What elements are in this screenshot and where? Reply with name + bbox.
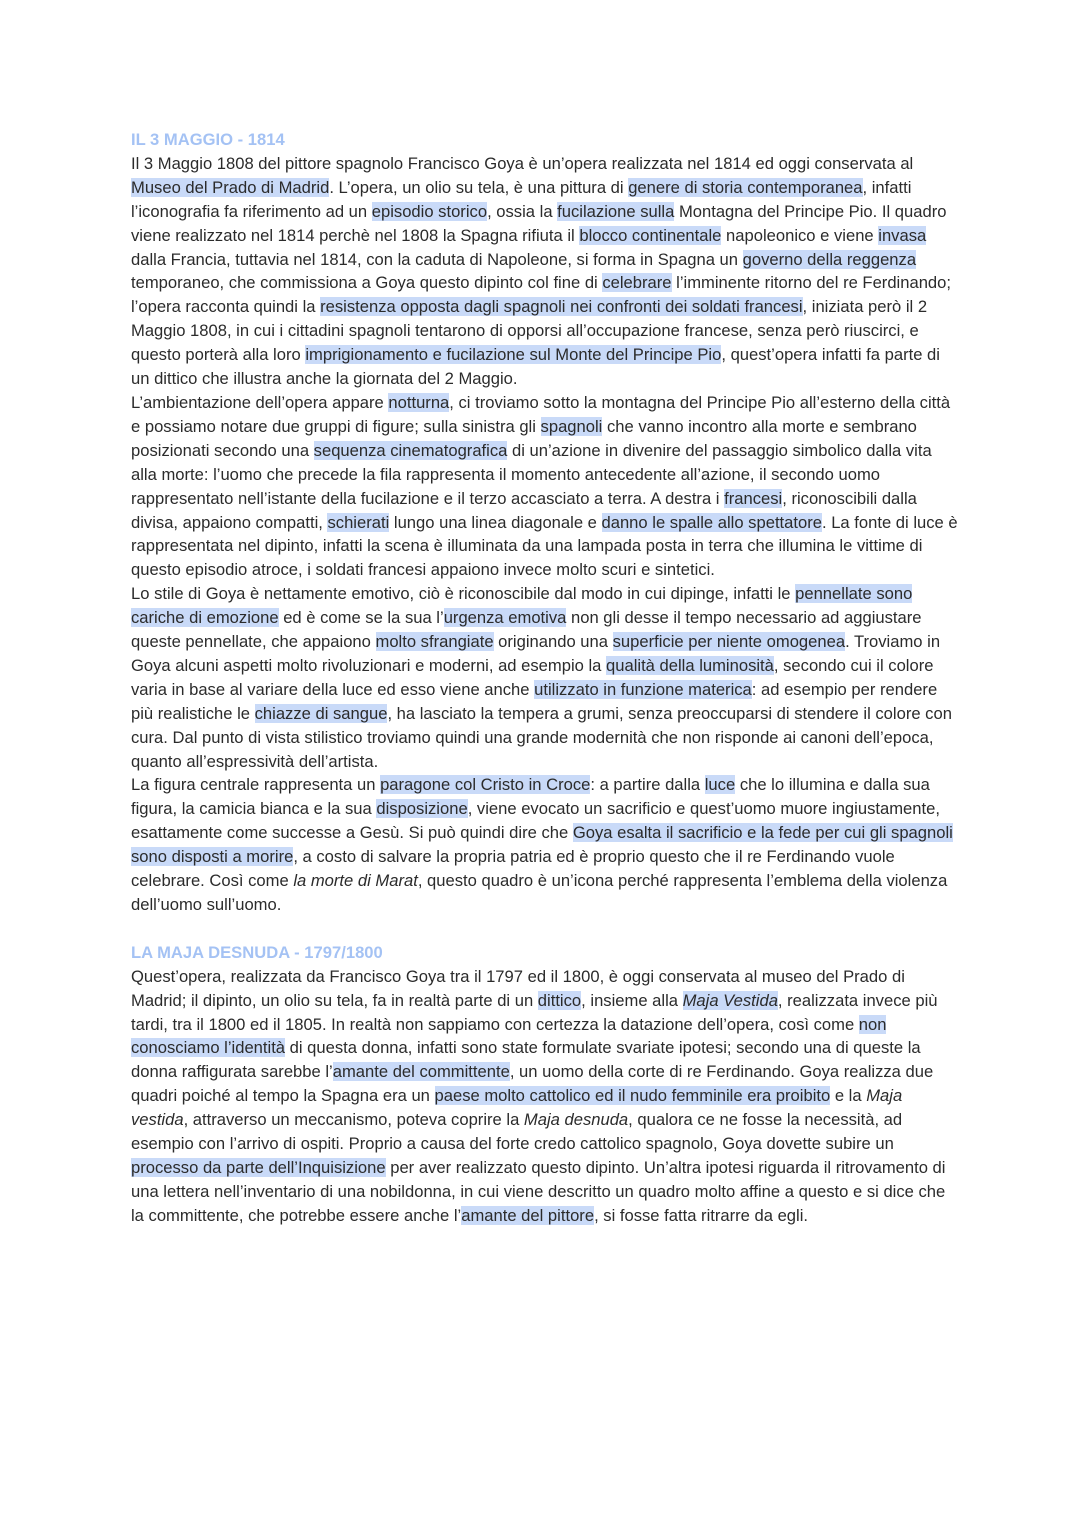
section-3-maggio	[131, 128, 961, 917]
text-run: , infatti l’iconografia fa riferimento ad un	[131, 177, 912, 221]
text-run: napoleonico e viene	[721, 225, 879, 245]
text-run: originando una	[493, 632, 613, 652]
text-run: e la	[830, 1086, 867, 1106]
paragraph	[131, 582, 961, 773]
highlighted-text: fucilazione sulla	[557, 201, 675, 221]
text-run: , a costo di salvare la propria patria ed è proprio questo che il re Ferdinando vuole celebrare. Così come	[131, 847, 895, 891]
highlighted-text: francesi	[724, 488, 783, 508]
text-run: : ad esempio per rendere più realistiche le	[131, 679, 938, 723]
highlighted-text: blocco continentale	[579, 225, 722, 245]
highlighted-text: Goya esalta il sacrificio e la fede per cui gli spagnoli sono disposti a morire	[131, 823, 953, 867]
text-run: , questo quadro è un’icona perché rappresenta l’emblema della violenza dell’uomo sull’uomo.	[131, 871, 948, 914]
highlighted-text: molto sfrangiate	[375, 632, 494, 652]
text-run: : a partire dalla	[590, 775, 705, 795]
paragraph	[131, 391, 961, 582]
document-page	[131, 128, 961, 1228]
highlighted-text: Museo del Prado di Madrid	[131, 177, 330, 197]
section-maja-desnuda	[131, 941, 961, 1228]
text-run: Montagna del Principe Pio. Il quadro viene realizzato nel 1814 perchè nel 1808 la Spagna rifiuta il	[131, 201, 947, 245]
highlighted-text: utilizzato in funzione materica	[534, 679, 752, 699]
text-run: , ha lasciato la tempera a grumi, senza preoccuparsi di stendere il colore con cura. Dal punto di vista stilistico troviamo quindi una grande modernità che non risponde ai canoni dell’epoca, quanto all’espressività dell’artista.	[131, 703, 952, 771]
text-run: , secondo cui il colore varia in base al variare della luce ed esso viene anche	[131, 655, 934, 699]
italic-text: Maja vestida	[131, 1086, 903, 1130]
text-run: che lo illumina e dalla sua figura, la camicia bianca e la sua	[131, 775, 930, 819]
text-run: . La fonte di luce è rappresentata nel dipinto, infatti la scena è illuminata da una lampada posta in terra che illumina le vittime di questo episodio atroce, i soldati francesi appaiono invece molto scuri e sintetici.	[131, 512, 958, 580]
text-run: , insieme alla	[581, 990, 683, 1010]
highlighted-text: paragone col Cristo in Croce	[380, 775, 591, 795]
text-run: L’ambientazione dell’opera appare	[131, 392, 389, 412]
highlighted-text: disposizione	[376, 799, 468, 819]
highlighted-text: pennellate sono cariche di emozione	[131, 584, 913, 628]
highlighted-text: genere di storia contemporanea	[628, 177, 863, 197]
text-run: , viene evocato un sacrificio e quest’uomo muore ingiustamente, esattamente come successe a Gesù. Si può quindi dire che	[131, 799, 940, 843]
highlighted-text: processo da parte dell’Inquisizione	[131, 1157, 386, 1177]
text-run: per aver realizzato questo dipinto. Un’altra ipotesi riguarda il ritrovamento di una lettera nell’inventario di una nobildonna, in cui viene descritto un quadro molto affine a questo e si dice che la committente, che potrebbe essere anche l’	[131, 1157, 946, 1225]
highlighted-text: imprigionamento e fucilazione sul Monte del Principe Pio	[305, 345, 722, 365]
text-run: temporaneo, che commissiona a Goya questo dipinto col fine di	[131, 273, 603, 293]
text-run: Il 3 Maggio 1808 del pittore spagnolo Francisco Goya è un’opera realizzata nel 1814 ed oggi conservata al	[131, 153, 914, 173]
text-run: . L’opera, un olio su tela, è una pittura di	[329, 177, 629, 197]
highlighted-text: amante del pittore	[461, 1205, 595, 1225]
italic-text: la morte di Marat	[293, 871, 418, 891]
highlighted-text: dittico	[537, 990, 582, 1010]
text-run: , un uomo della corte di re Ferdinando. Goya realizza due quadri poiché al tempo la Spagna era un	[131, 1062, 934, 1106]
text-run: Quest’opera, realizzata da Francisco Goya tra il 1797 ed il 1800, è oggi conservata al museo del Prado di Madrid; il dipinto, un olio su tela, fa in realtà parte di un	[131, 966, 905, 1010]
section-heading: LA MAJA DESNUDA - 1797/1800	[131, 942, 383, 962]
highlighted-text: urgenza emotiva	[443, 608, 567, 628]
text-run: l’imminente ritorno del re Ferdinando; l’opera racconta quindi la	[131, 273, 951, 317]
italic-text: Maja desnuda	[523, 1110, 629, 1130]
text-run: , riconoscibili dalla divisa, appaiono compatti,	[131, 488, 917, 532]
paragraph	[131, 152, 961, 391]
highlighted-text: spagnoli	[540, 416, 603, 436]
highlighted-text: notturna	[388, 392, 450, 412]
text-run: , attraverso un meccanismo, poteva coprire la	[183, 1110, 524, 1130]
highlighted-text: amante del committente	[332, 1062, 510, 1082]
text-run: che vanno incontro alla morte e sembrano posizionati secondo una	[131, 416, 917, 460]
text-run: , qualora ce ne fosse la necessità, ad esempio con l’arrivo di ospiti. Proprio a causa del forte credo cattolico spagnolo, Goya dovette subire un	[131, 1110, 903, 1154]
text-run: , realizzata invece più tardi, tra il 1800 ed il 1805. In realtà non sappiamo con certezza la datazione dell’opera, così come	[131, 990, 938, 1034]
text-run: , iniziata però il 2 Maggio 1808, in cui i cittadini spagnoli tentarono di opporsi all’occupazione francese, senza però riuscirci, e questo porterà alla loro	[131, 297, 928, 365]
section-heading: IL 3 MAGGIO - 1814	[131, 130, 285, 149]
highlighted-text: sequenza cinematografica	[313, 440, 508, 460]
text-run: . Troviamo in Goya alcuni aspetti molto rivoluzionari e moderni, ad esempio la	[131, 632, 941, 675]
text-run: di un’azione in divenire del passaggio simbolico dalla vita alla morte: l’uomo che precede la fila rappresenta il momento antecedente all’azione, il secondo uomo rappresentato nell’istante della fucilazione e il terzo accasciato a terra. A destra i	[131, 440, 932, 508]
highlighted-text: governo della reggenza	[742, 249, 917, 269]
text-run: Lo stile di Goya è nettamente emotivo, ciò è riconoscibile dal modo in cui dipinge, infatti le	[131, 584, 796, 604]
text-run: , quest’opera infatti fa parte di un dittico che illustra anche la giornata del 2 Maggio.	[131, 345, 940, 389]
highlighted-text: luce	[704, 775, 736, 795]
highlighted-text: non conosciamo l’identità	[131, 1014, 887, 1058]
paragraph	[131, 773, 961, 916]
highlighted-text: schierati	[327, 512, 390, 532]
highlighted-text: qualità della luminosità	[606, 655, 774, 675]
highlighted-text: episodio storico	[371, 201, 488, 221]
text-run: lungo una linea diagonale e	[389, 512, 602, 532]
text-run: , si fosse fatta ritrarre da egli.	[594, 1205, 809, 1225]
highlighted-text: danno le spalle allo spettatore	[601, 512, 822, 532]
text-run: , ossia la	[487, 201, 558, 221]
highlighted-text: Maja Vestida	[682, 990, 778, 1010]
text-run: , ci troviamo sotto la montagna del Principe Pio all’esterno della città e possiamo notare due gruppi di figure; sulla sinistra gli	[131, 392, 951, 436]
highlighted-text: paese molto cattolico ed il nudo femminile era proibito	[434, 1086, 831, 1106]
text-run: ed è come se la sua l’	[278, 608, 444, 628]
highlighted-text: invasa	[878, 225, 927, 245]
highlighted-text: chiazze di sangue	[254, 703, 388, 723]
highlighted-text: resistenza opposta dagli spagnoli nei confronti dei soldati francesi	[320, 297, 803, 317]
highlighted-text: superficie per niente omogenea	[612, 632, 846, 652]
text-run: non gli desse il tempo necessario ad aggiustare queste pennellate, che appaiono	[131, 608, 922, 652]
text-run: dalla Francia, tuttavia nel 1814, con la caduta di Napoleone, si forma in Spagna un	[131, 249, 743, 269]
text-run: La figura centrale rappresenta un	[131, 775, 381, 795]
highlighted-text: celebrare	[602, 273, 672, 293]
text-run: di questa donna, infatti sono state formulate svariate ipotesi; secondo una di queste la donna raffigurata sarebbe l’	[131, 1038, 921, 1082]
paragraph	[131, 965, 961, 1228]
